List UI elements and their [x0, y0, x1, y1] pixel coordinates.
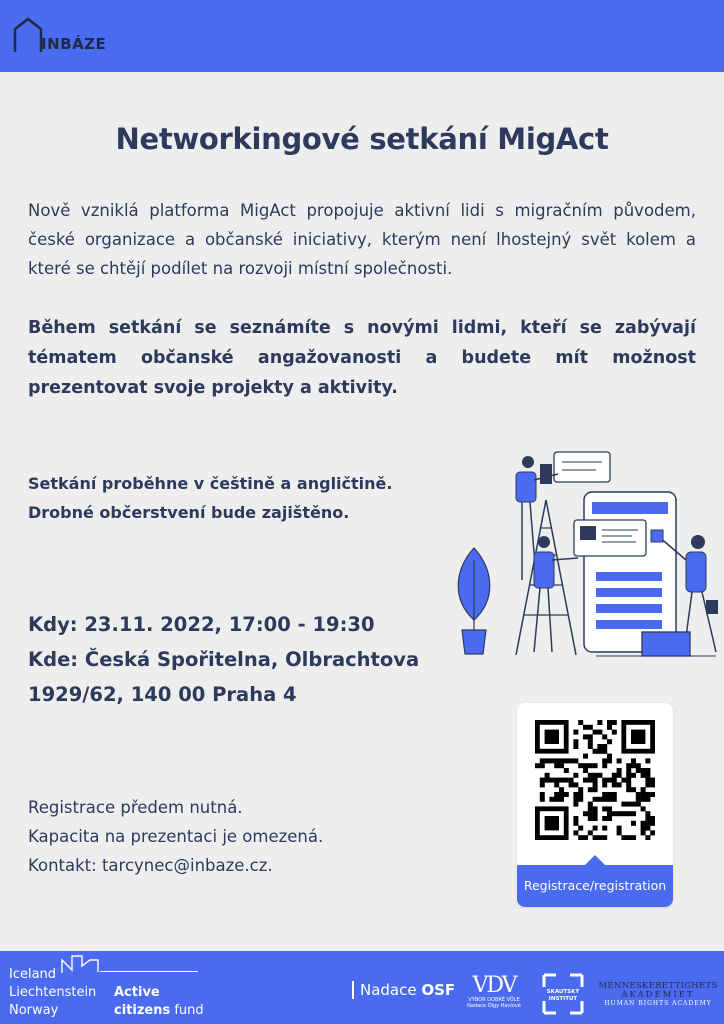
skautsky-institut-logo	[542, 973, 584, 1015]
osf-bold: OSF	[421, 981, 456, 999]
svg-text:SKAUTSKÝ: SKAUTSKÝ	[546, 989, 580, 995]
mrk-line1: MENNESKERETTIGHETS	[598, 981, 718, 991]
qr-registration-label[interactable]: Registrace/registration	[517, 865, 673, 907]
registration-qr-card[interactable]	[517, 703, 673, 907]
country-norway: Norway	[9, 1003, 59, 1018]
language-info	[28, 469, 392, 527]
registration-required: Registrace předem nutná.	[28, 798, 243, 817]
mrk-line3: HUMAN RIGHTS ACADEMY	[604, 1000, 712, 1007]
capacity-note: Kapacita na prezentaci je omezená.	[28, 827, 324, 846]
qr-code-icon[interactable]	[535, 720, 655, 840]
event-details	[28, 607, 448, 712]
registration-info	[28, 793, 323, 880]
active-citizens-fund-logo	[114, 984, 204, 1020]
fund-name-fund: fund	[170, 1003, 204, 1018]
osf-prefix: Nadace	[360, 981, 422, 999]
fund-divider	[100, 971, 198, 972]
inbaze-logo[interactable]	[13, 17, 106, 53]
logo-text: INBÁZE	[41, 35, 107, 53]
mrk-line2: AKADEMIET	[621, 990, 695, 1000]
country-iceland: Iceland	[9, 967, 57, 982]
page-title: Networkingové setkání MigAct	[115, 122, 609, 156]
fund-countries	[9, 966, 96, 1020]
header-bar	[0, 0, 724, 72]
highlight-paragraph: Během setkání se seznámíte s novými lidmi, kteří se zabývají tématem občanské angažovanosti a budete mít možnost prezentovat svoje projekty a aktivity.	[28, 318, 696, 398]
intro-paragraph: Nově vzniklá platforma MigAct propojuje aktivní lidi s migračním původem, české organizace a občanské iniciativy, kterým není lhostejný svět kolem a které se chtějí podílet na rozvoji místní společnosti.	[28, 201, 696, 278]
footer-bar	[0, 951, 724, 1024]
svg-text:INSTITUT: INSTITUT	[548, 996, 578, 1002]
qr-label-notch	[585, 855, 605, 865]
event-location: Kde: Česká Spořitelna, Olbrachtova 1929/62, 140 00 Praha 4	[28, 648, 420, 706]
fund-name-citizens: citizens	[114, 1003, 171, 1018]
menneskerettighets-akademiet-logo	[596, 982, 720, 1008]
vdv-line2: Nadace Olgy Havlové	[467, 1003, 521, 1009]
vdv-line1: VÝBOR DOBRÉ VŮLE	[468, 997, 520, 1003]
event-time: Kdy: 23.11. 2022, 17:00 - 19:30	[28, 613, 375, 636]
people-building-website-illustration	[446, 450, 724, 660]
vdv-mark: VDV	[472, 973, 516, 998]
vdv-logo	[466, 975, 522, 1009]
language-line: Setkání proběhne v češtině a angličtině.	[28, 474, 393, 493]
country-liechtenstein: Liechtenstein	[9, 985, 97, 1000]
contact-line[interactable]: Kontakt: tarcynec@inbaze.cz.	[28, 856, 273, 875]
nadace-osf-logo	[352, 981, 455, 999]
house-outline-icon	[13, 17, 43, 53]
fund-name-active: Active	[114, 985, 160, 1000]
refreshment-line: Drobné občerstvení bude zajištěno.	[28, 503, 350, 522]
